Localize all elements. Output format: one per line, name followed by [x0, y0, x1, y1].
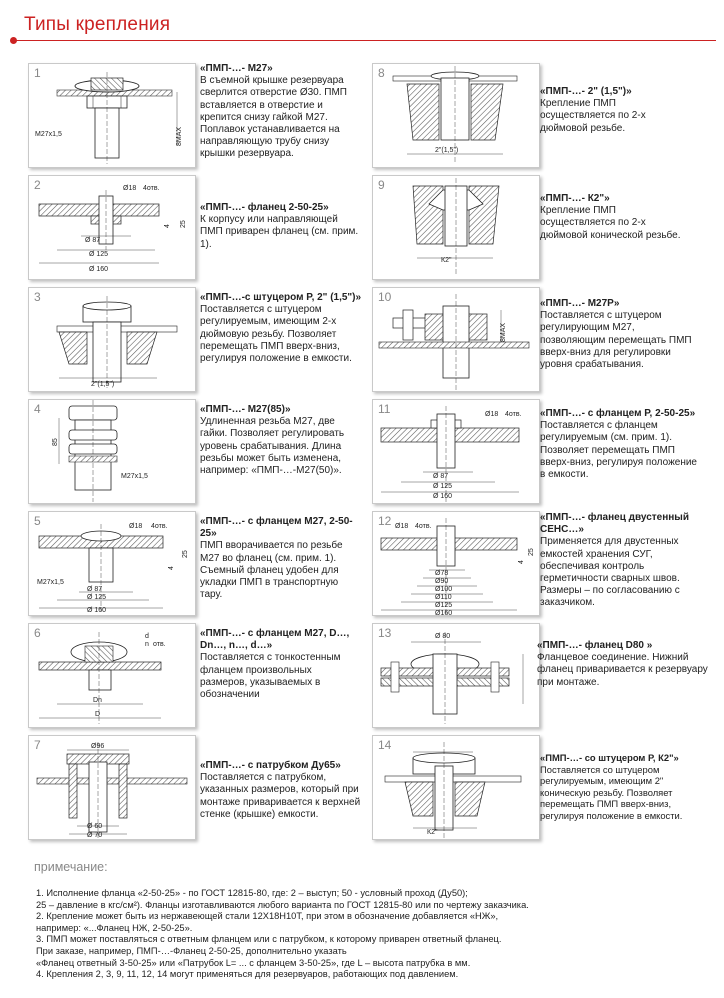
note-line: 1. Исполнение фланца «2-50-25» - по ГОСТ 12815-80, где: 2 – выступ; 50 - условный проход (Ду50);: [36, 888, 468, 898]
label-160: Ø160: [435, 610, 453, 615]
label-n: n: [145, 641, 149, 648]
figure-6: [28, 623, 196, 728]
figure-number: 5: [34, 514, 41, 528]
caption-description: Поставляется с штуцером регулирующим М27, позволяющим перемещать ПМП вверх-вниз для регулировки уровня срабатывания.: [540, 310, 692, 371]
page-header: [0, 0, 724, 60]
caption-description: Удлиненная резьба М27, две гайки. Позволяет регулировать уровень срабатывания. Длина резьбы может быть изменена, например: «ПМП-…-М27(50)».: [200, 416, 345, 477]
drawing-10: [373, 288, 539, 391]
figure-number: 10: [378, 290, 392, 304]
figure-number: 8: [378, 66, 385, 80]
label-60: Ø 60: [87, 823, 103, 830]
caption-title: «ПМП-…- с фланцем М27, 2-50-25»: [200, 516, 353, 540]
drawing-12: [373, 512, 539, 615]
label-90: Ø90: [435, 578, 449, 585]
caption-6: [200, 628, 360, 701]
caption-title: «ПМП-…- с фланцем Р, 2-50-25»: [540, 408, 696, 419]
caption-10: [540, 298, 700, 371]
drawing-7: [29, 736, 195, 839]
caption-5: [200, 516, 360, 601]
label-87: Ø 87: [433, 473, 449, 480]
label-70: Ø 70: [87, 832, 103, 839]
caption-2: [200, 202, 360, 251]
figure-3: [28, 287, 196, 392]
figure-11: [372, 399, 540, 504]
label-78: Ø78: [435, 570, 449, 577]
note-line: «Фланец ответный 3-50-25» или «Патрубок L= ... с фланцем 3-50-25», где L – высота патрубка в мм.: [36, 957, 471, 968]
label-96: Ø96: [91, 743, 105, 750]
caption-description: К корпусу или направляющей ПМП приварен фланец (см. прим. 1).: [200, 214, 359, 250]
caption-description: Поставляется с тонкостенным фланцем произвольных размеров, указываемых в обозначении: [200, 652, 341, 701]
figure-number: 6: [34, 626, 41, 640]
figure-number: 4: [34, 402, 41, 416]
caption-14: [540, 752, 712, 822]
drawing-13: [373, 624, 539, 727]
label-D: D: [95, 711, 101, 718]
drawing-2: [29, 176, 195, 279]
label-4: 4: [168, 566, 175, 570]
caption-title: «ПМП-…- К2"»: [540, 193, 610, 204]
header-rule: [14, 40, 716, 41]
caption-description: Крепление ПМП осуществляется по 2-х дюймовой конической резьбе.: [540, 205, 681, 241]
label-25: 25: [528, 548, 535, 556]
caption-12: [540, 512, 712, 610]
label-hole: Ø18: [129, 523, 143, 530]
caption-description: ПМП вворачивается по резьбе М27 во фланец (см. прим. 1). Съемный фланец удобен для укладки ПМП в транспортную тару.: [200, 540, 343, 601]
caption-11: [540, 408, 700, 481]
label-160: Ø 160: [87, 607, 107, 614]
caption-title: «ПМП-…- фланец D80 »: [537, 640, 653, 651]
caption-description: Поставляется со штуцером регулируемым, имеющим 2" коническую резьбу. Позволяет перемещать ПМП вверх-вниз, регулируя положение в емкости.: [540, 763, 683, 821]
drawing-14: [373, 736, 539, 839]
label-m27: М27х1,5: [37, 579, 64, 586]
figure-number: 11: [378, 402, 391, 416]
figure-9: [372, 175, 540, 280]
label-110: Ø110: [435, 594, 452, 601]
label-holes: 4отв.: [151, 523, 168, 530]
figure-number: 1: [34, 66, 41, 80]
drawing-9: [373, 176, 539, 279]
drawing-11: [373, 400, 539, 503]
caption-13: [537, 640, 709, 689]
label-125: Ø 125: [89, 251, 109, 258]
caption-title: «ПМП-…-с штуцером Р, 2" (1,5")»: [200, 292, 362, 303]
label-holes: 4отв.: [143, 185, 160, 192]
figure-number: 3: [34, 290, 41, 304]
caption-description: Поставляется с фланцем регулируемым (см. прим. 1). Позволяет перемещать ПМП вверх-вниз, регулируя положение в емкости.: [540, 420, 697, 481]
caption-7: [200, 760, 364, 821]
caption-4: [200, 404, 360, 477]
label-thread: 2"(1,5"): [435, 147, 459, 154]
label-87: Ø 87: [85, 237, 101, 244]
caption-title: «ПМП-…- с патрубком Ду65»: [200, 760, 341, 771]
note-line: 3. ПМП может поставляться с ответным фланцем или с патрубком, к которому приварен ответный фланец.: [36, 934, 502, 945]
drawing-6: [29, 624, 195, 727]
figure-number: 13: [378, 626, 392, 640]
drawing-3: [29, 288, 195, 391]
caption-3: [200, 292, 372, 365]
figure-10: [372, 287, 540, 392]
label-m27: М27х1,5: [121, 473, 148, 480]
figure-7: [28, 735, 196, 840]
caption-title: «ПМП-…- М27»: [200, 63, 273, 74]
label-hole: Ø18: [485, 411, 499, 418]
caption-8: [540, 86, 690, 135]
figure-2: [28, 175, 196, 280]
label-25: 25: [182, 550, 189, 558]
figure-number: 9: [378, 178, 385, 192]
label-80: Ø 80: [435, 633, 451, 640]
note-line: 25 – давление в кгс/см²). Фланцы изготавливаются любого варианта по ГОСТ 12815-80 или по чертежу заказчика.: [36, 899, 529, 910]
label-hole: Ø18: [123, 185, 137, 192]
label-m27: М27х1,5: [35, 131, 62, 138]
notes-title: примечание:: [34, 860, 108, 874]
label-100: Ø100: [435, 586, 453, 593]
note-line: 4. Крепления 2, 3, 9, 11, 12, 14 могут применяться для резервуаров, работающих под давлением.: [36, 969, 459, 980]
label-otv: отв.: [153, 641, 166, 648]
label-8max: 8MAX: [500, 322, 507, 342]
notes-block: [36, 888, 716, 981]
label-thread: 2"(1,5"): [91, 381, 115, 388]
caption-9: [540, 193, 690, 242]
label-thread: К2": [441, 257, 452, 264]
label-hole: Ø18: [395, 523, 409, 530]
caption-title: «ПМП-…- М27(85)»: [200, 404, 291, 415]
figure-12: [372, 511, 540, 616]
caption-title: «ПМП-…- М27Р»: [540, 298, 620, 309]
label-Dn: Dn: [93, 697, 102, 704]
caption-title: «ПМП-…- со штуцером Р, К2"»: [540, 752, 679, 763]
label-125: Ø 125: [433, 483, 453, 490]
label-d: d: [145, 633, 149, 640]
figure-number: 2: [34, 178, 41, 192]
label-holes: 4отв.: [505, 411, 522, 418]
label-160: Ø 160: [89, 266, 109, 273]
drawing-1: [29, 64, 195, 167]
note-line: например: «...Фланец НЖ, 2-50-25».: [36, 922, 193, 933]
caption-description: Поставляется с патрубком, указанных размеров, который при монтаже приваривается к верхней стенке (крышке) емкости.: [200, 772, 361, 820]
figure-number: 14: [378, 738, 392, 752]
label-4: 4: [164, 224, 171, 228]
label-25: 25: [180, 220, 187, 228]
figure-14: [372, 735, 540, 840]
label-87: Ø 87: [87, 586, 103, 593]
caption-title: «ПМП-…- 2" (1,5")»: [540, 86, 632, 97]
label-thread: К2": [427, 829, 438, 836]
figure-13: [372, 623, 540, 728]
figure-number: 12: [378, 514, 392, 528]
drawing-4: [29, 400, 195, 503]
caption-description: Крепление ПМП осуществляется по 2-х дюймовой резьбе.: [540, 98, 646, 134]
label-125: Ø125: [435, 602, 453, 609]
note-line: 2. Крепление может быть из нержавеющей стали 12Х18Н10Т, при этом в обозначение добавляется «НЖ»,: [36, 911, 499, 922]
drawing-5: [29, 512, 195, 615]
figure-8: [372, 63, 540, 168]
caption-title: «ПМП-…- фланец 2-50-25»: [200, 202, 329, 213]
label-holes: 4отв.: [415, 523, 432, 530]
label-125: Ø 125: [87, 594, 107, 601]
caption-description: Применяется для двустенных емкостей хранения СУГ, обеспечивая контроль герметичности сварных швов. Размеры – по согласованию с заказчиком.: [540, 536, 680, 609]
label-4: 4: [518, 560, 525, 564]
label-8max: 8MAX: [176, 126, 183, 146]
caption-description: Поставляется с штуцером регулируемым, имеющим 2-х дюймовую резьбу. Позволяет перемещать ПМП вверх-вниз, регулируя положение в емкости.: [200, 304, 352, 365]
note-line: При заказе, например, ПМП-…-Фланец 2-50-25, дополнительно указать: [36, 945, 347, 956]
caption-title: «ПМП-…- с фланцем М27, D…, Dn…, n…, d…»: [200, 628, 350, 652]
caption-1: [200, 63, 360, 161]
figure-5: [28, 511, 196, 616]
caption-title: «ПМП-…- фланец двустенный СЕНС…»: [540, 512, 689, 536]
drawing-8: [373, 64, 539, 167]
figure-1: [28, 63, 196, 168]
caption-description: В съемной крышке резервуара сверлится отверстие Ø30. ПМП вставляется в отверстие и крепится снизу гайкой М27. Поплавок устанавливается на направляющую трубу снизу крышки резервуара.: [200, 75, 347, 160]
figure-4: [28, 399, 196, 504]
caption-description: Фланцевое соединение. Нижний фланец приваривается к резервуару при монтаже.: [537, 652, 708, 688]
page-title: Типы крепления: [24, 14, 171, 35]
label-85: 85: [52, 438, 59, 446]
figure-number: 7: [34, 738, 41, 752]
label-160: Ø 160: [433, 493, 453, 500]
